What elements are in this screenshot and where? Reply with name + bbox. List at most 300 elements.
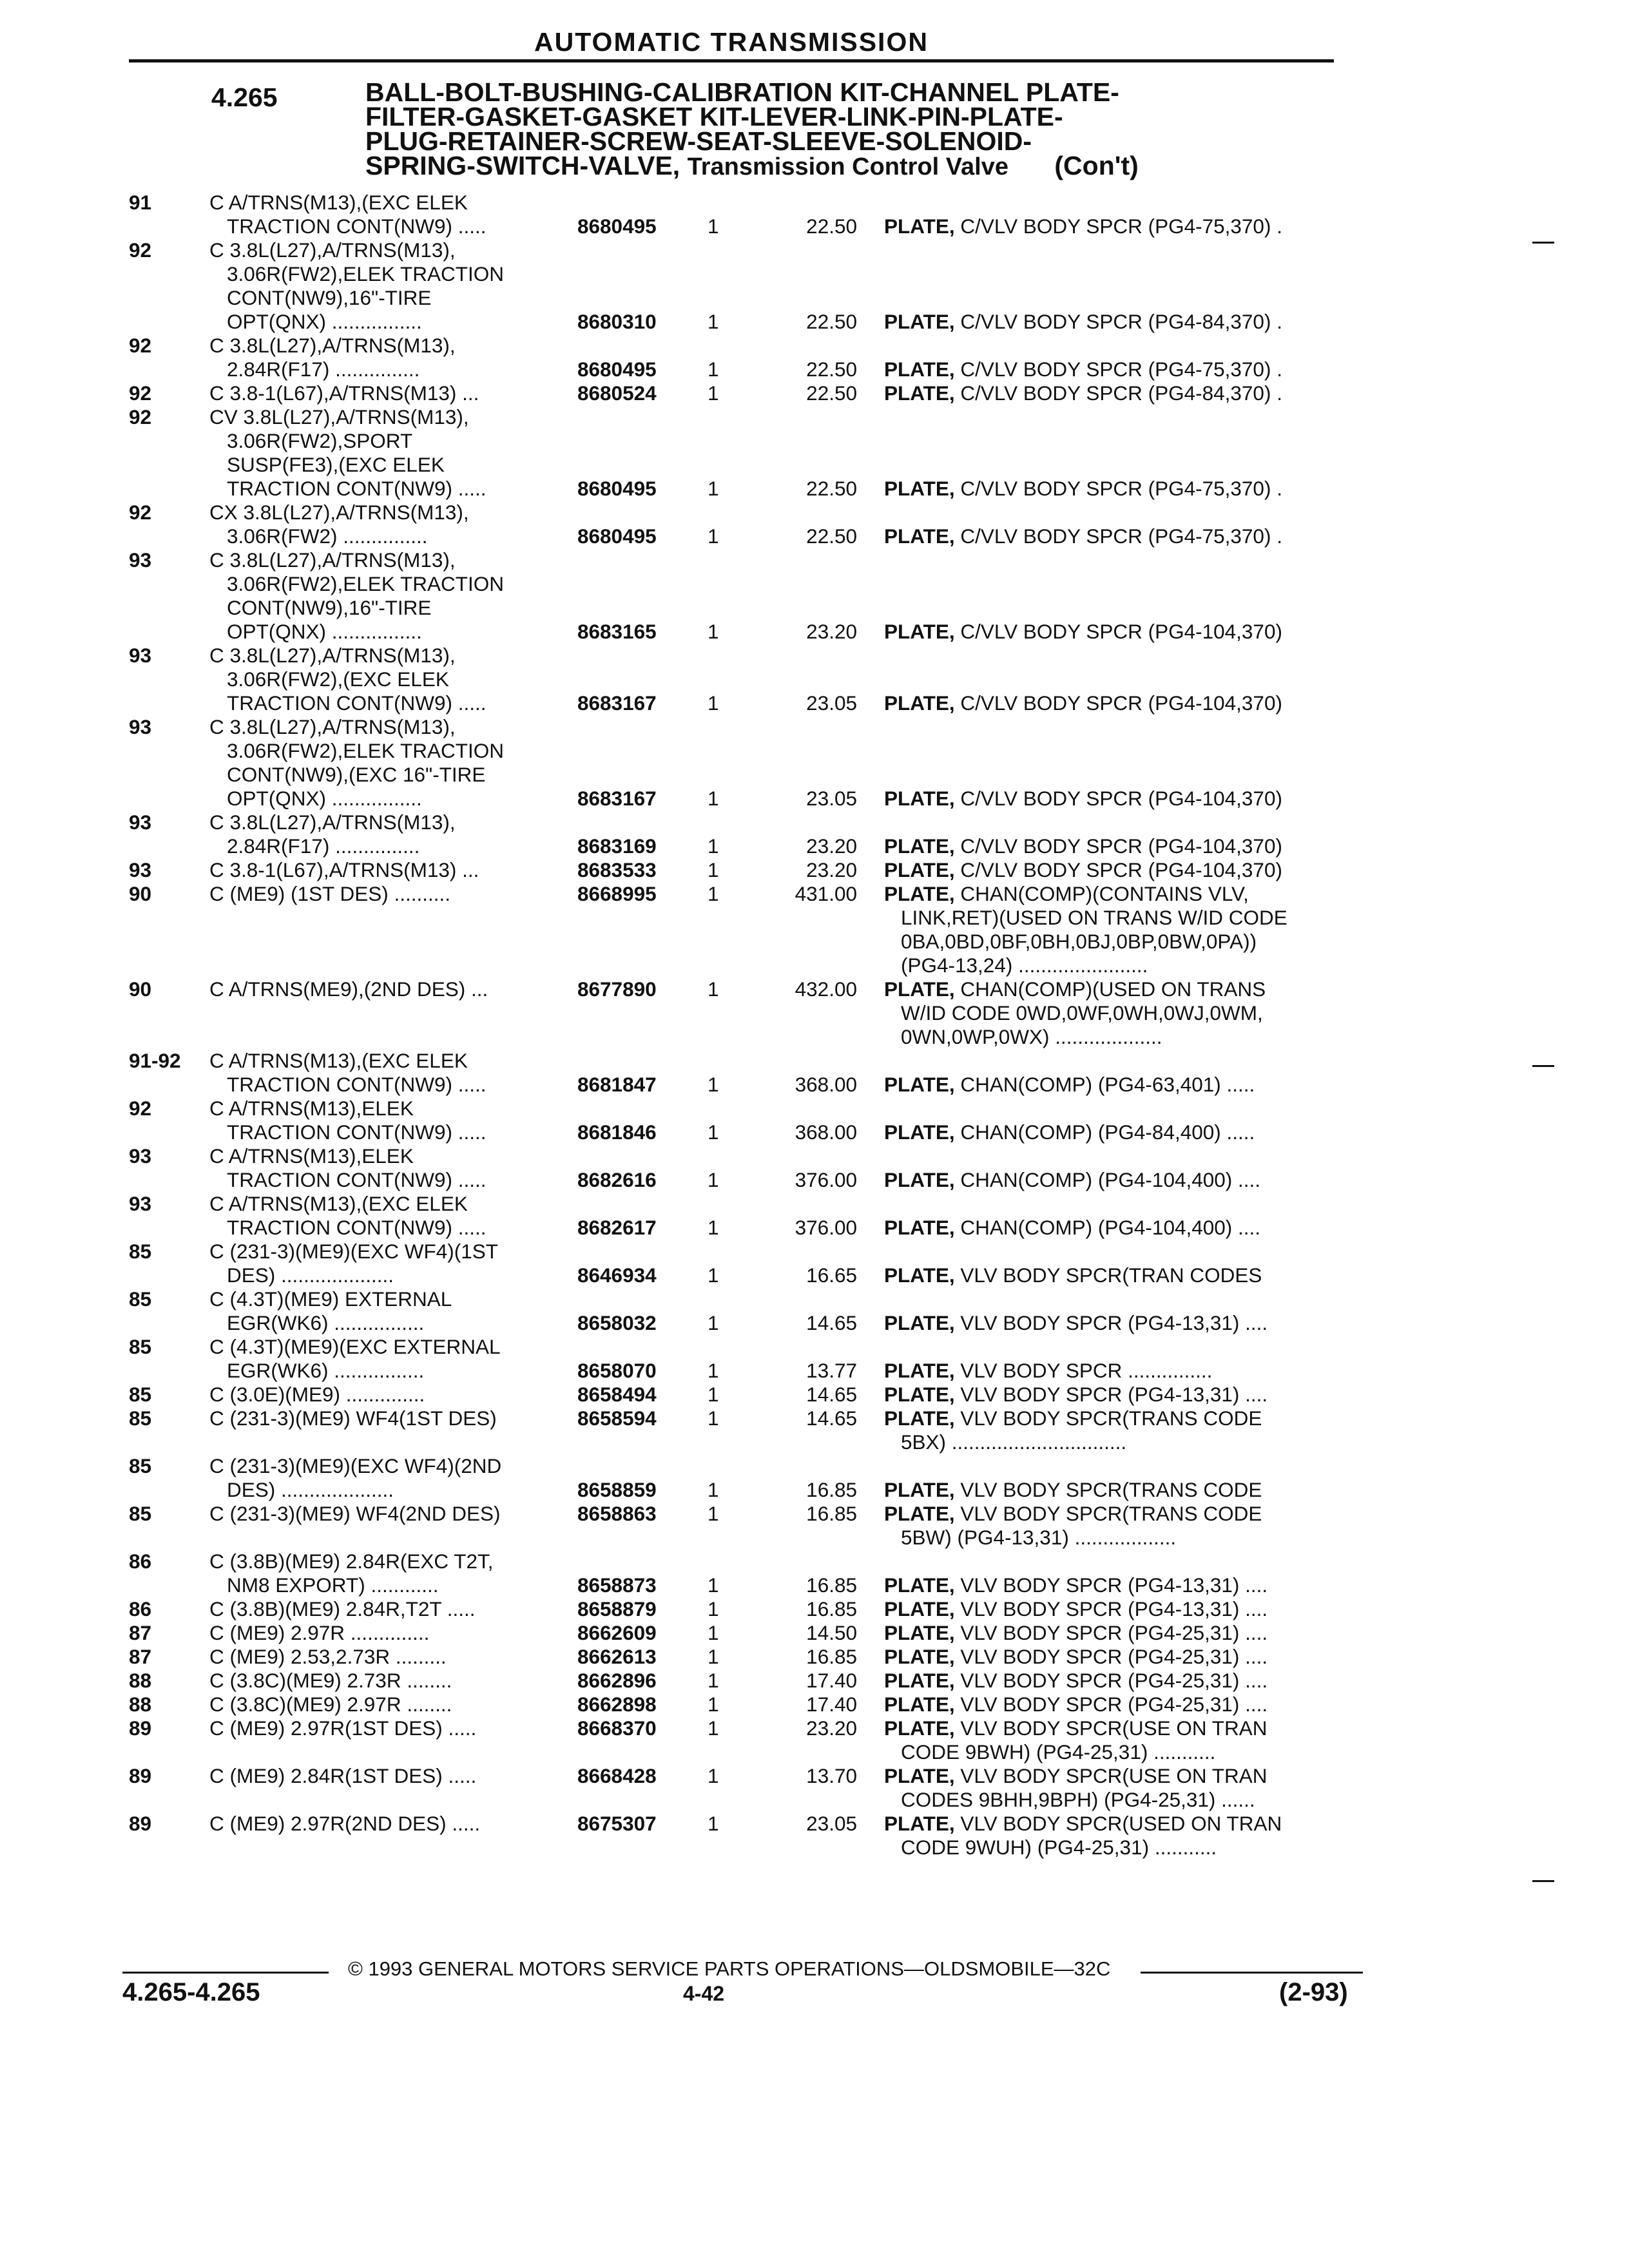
- row-line: [0, 1216, 1629, 1240]
- parts-row: [0, 858, 1629, 882]
- row-line: [0, 1287, 1629, 1311]
- row-line: [0, 334, 1629, 358]
- usage-description: 3.06R(FW2),ELEK TRACTION: [227, 262, 505, 285]
- row-line: [0, 739, 1629, 763]
- usage-description: C (231-3)(ME9)(EXC WF4)(1ST: [209, 1240, 499, 1263]
- usage-description: C (4.3T)(ME9)(EXC EXTERNAL: [209, 1335, 501, 1358]
- part-number: 8658863: [577, 1502, 657, 1525]
- usage-description: NM8 EXPORT) ............: [227, 1573, 439, 1597]
- usage-description: C A/TRNS(M13),ELEK: [209, 1097, 414, 1120]
- price: 17.40: [806, 1669, 857, 1692]
- price: 23.20: [806, 858, 857, 881]
- part-number: 8646934: [577, 1264, 657, 1287]
- part-name: PLATE, VLV BODY SPCR(TRAN CODES: [884, 1264, 1262, 1287]
- part-name: PLATE, VLV BODY SPCR (PG4-25,31) ....: [884, 1669, 1268, 1692]
- part-name: PLATE, VLV BODY SPCR (PG4-13,31) ....: [884, 1573, 1268, 1597]
- row-line: [0, 668, 1629, 691]
- parts-row: [0, 1097, 1629, 1144]
- price: 14.65: [806, 1407, 857, 1430]
- figure-number: 93: [129, 548, 152, 572]
- price: 431.00: [795, 882, 857, 905]
- price: 16.85: [806, 1502, 857, 1525]
- continued-label: (Con't): [1054, 151, 1139, 180]
- part-number: 8682616: [577, 1168, 657, 1191]
- section-title-line: BALL-BOLT-BUSHING-CALIBRATION KIT-CHANNEL PLATE-: [365, 77, 1119, 107]
- price: 16.85: [806, 1573, 857, 1597]
- usage-description: C (3.8C)(ME9) 2.73R ........: [209, 1669, 452, 1692]
- part-number: 8680495: [577, 477, 657, 500]
- part-name: PLATE, CHAN(COMP) (PG4-104,400) ....: [884, 1168, 1261, 1191]
- figure-number: 92: [129, 381, 152, 405]
- row-line: [0, 286, 1629, 310]
- figure-number: 85: [129, 1502, 152, 1525]
- quantity: 1: [708, 1120, 719, 1144]
- part-number: 8658032: [577, 1311, 657, 1334]
- part-name: PLATE, C/VLV BODY SPCR (PG4-104,370): [884, 620, 1282, 643]
- usage-description: C (ME9) 2.53,2.73R .........: [209, 1645, 447, 1668]
- figure-number: 85: [129, 1407, 152, 1430]
- usage-description: EGR(WK6) ................: [227, 1311, 425, 1334]
- figure-number: 87: [129, 1621, 152, 1644]
- part-name: CODES 9BHH,9BPH) (PG4-25,31) ......: [901, 1788, 1255, 1811]
- price: 23.20: [806, 620, 857, 643]
- figure-number: 91: [129, 191, 152, 214]
- section-title-line: PLUG-RETAINER-SCREW-SEAT-SLEEVE-SOLENOID-: [365, 126, 1032, 156]
- quantity: 1: [708, 358, 719, 381]
- usage-description: C 3.8L(L27),A/TRNS(M13),: [209, 238, 456, 262]
- price: 23.05: [806, 1812, 857, 1835]
- part-number: 8662609: [577, 1621, 657, 1644]
- usage-description: C A/TRNS(M13),(EXC ELEK: [209, 1049, 468, 1072]
- figure-number: 92: [129, 334, 152, 357]
- parts-row: [0, 1645, 1629, 1669]
- quantity: 1: [708, 977, 719, 1001]
- quantity: 1: [708, 1502, 719, 1525]
- section-subtitle: Transmission Control Valve: [687, 153, 1008, 180]
- figure-number: 87: [129, 1645, 152, 1668]
- usage-description: C (ME9) (1ST DES) ..........: [209, 882, 450, 905]
- usage-description: C 3.8L(L27),A/TRNS(M13),: [209, 548, 456, 572]
- row-line: [0, 1478, 1629, 1502]
- row-line: [0, 477, 1629, 501]
- part-name: PLATE, VLV BODY SPCR(USE ON TRAN: [884, 1764, 1268, 1787]
- row-line: [0, 858, 1629, 882]
- parts-row: [0, 1502, 1629, 1550]
- part-number: 8680524: [577, 381, 657, 405]
- usage-description: CONT(NW9),(EXC 16"-TIRE: [227, 763, 486, 786]
- row-line: [0, 1430, 1629, 1454]
- parts-row: [0, 882, 1629, 977]
- part-name: PLATE, CHAN(COMP) (PG4-104,400) ....: [884, 1216, 1261, 1239]
- row-line: [0, 834, 1629, 858]
- quantity: 1: [708, 620, 719, 643]
- usage-description: DES) ....................: [227, 1478, 394, 1501]
- part-name: PLATE, VLV BODY SPCR(TRANS CODE: [884, 1502, 1262, 1525]
- row-line: [0, 1025, 1629, 1049]
- row-line: [0, 1049, 1629, 1073]
- part-name: PLATE, CHAN(COMP) (PG4-63,401) .....: [884, 1073, 1255, 1096]
- parts-row: [0, 238, 1629, 334]
- row-line: [0, 1311, 1629, 1335]
- part-name: PLATE, VLV BODY SPCR (PG4-25,31) ....: [884, 1693, 1268, 1716]
- parts-row: [0, 1192, 1629, 1240]
- usage-description: C 3.8L(L27),A/TRNS(M13),: [209, 334, 456, 357]
- part-name: PLATE, C/VLV BODY SPCR (PG4-104,370): [884, 834, 1282, 858]
- figure-number: 93: [129, 715, 152, 738]
- usage-description: DES) ....................: [227, 1264, 394, 1287]
- quantity: 1: [708, 1597, 719, 1620]
- part-number: 8683533: [577, 858, 657, 881]
- part-name: PLATE, C/VLV BODY SPCR (PG4-84,370) .: [884, 310, 1282, 333]
- parts-row: [0, 811, 1629, 858]
- figure-number: 93: [129, 811, 152, 834]
- parts-row: [0, 334, 1629, 381]
- row-line: [0, 1597, 1629, 1621]
- parts-row: [0, 1287, 1629, 1335]
- figure-number: 90: [129, 977, 152, 1001]
- quantity: 1: [708, 787, 719, 810]
- part-name: PLATE, CHAN(COMP) (PG4-84,400) .....: [884, 1120, 1255, 1144]
- usage-description: TRACTION CONT(NW9) .....: [227, 1216, 487, 1239]
- row-line: [0, 620, 1629, 644]
- row-line: [0, 1693, 1629, 1716]
- part-name: 5BW) (PG4-13,31) ..................: [901, 1526, 1177, 1549]
- part-number: 8658494: [577, 1383, 657, 1406]
- price: 22.50: [806, 477, 857, 500]
- parts-row: [0, 1597, 1629, 1621]
- figure-number: 92: [129, 238, 152, 262]
- parts-row: [0, 715, 1629, 811]
- price: 14.50: [806, 1621, 857, 1644]
- quantity: 1: [708, 691, 719, 715]
- usage-description: C (ME9) 2.84R(1ST DES) .....: [209, 1764, 477, 1787]
- parts-row: [0, 1812, 1629, 1860]
- figure-number: 92: [129, 405, 152, 428]
- usage-description: TRACTION CONT(NW9) .....: [227, 1168, 487, 1191]
- row-line: [0, 1168, 1629, 1192]
- part-number: 8658594: [577, 1407, 657, 1430]
- usage-description: TRACTION CONT(NW9) .....: [227, 1073, 487, 1096]
- footer-section-range: 4.265-4.265: [122, 1978, 260, 2006]
- row-line: [0, 1264, 1629, 1287]
- price: 22.50: [806, 358, 857, 381]
- row-line: [0, 1669, 1629, 1693]
- price: 23.20: [806, 834, 857, 858]
- part-name: PLATE, C/VLV BODY SPCR (PG4-104,370): [884, 858, 1282, 881]
- usage-description: C (231-3)(ME9) WF4(1ST DES): [209, 1407, 497, 1430]
- price: 16.65: [806, 1264, 857, 1287]
- section-title-last: SPRING-SWITCH-VALVE,: [365, 151, 680, 180]
- usage-description: CX 3.8L(L27),A/TRNS(M13),: [209, 501, 469, 524]
- section-number: 4.265: [211, 82, 278, 112]
- figure-number: 86: [129, 1597, 152, 1620]
- row-line: [0, 1836, 1629, 1860]
- figure-number: 93: [129, 644, 152, 667]
- price: 432.00: [795, 977, 857, 1001]
- parts-row: [0, 1550, 1629, 1597]
- parts-row: [0, 1240, 1629, 1287]
- page-header-title: AUTOMATIC TRANSMISSION: [534, 27, 929, 57]
- usage-description: OPT(QNX) ................: [227, 620, 422, 643]
- parts-list: [0, 191, 1629, 1860]
- price: 13.77: [806, 1359, 857, 1382]
- figure-number: 88: [129, 1693, 152, 1716]
- quantity: 1: [708, 1573, 719, 1597]
- usage-description: 3.06R(FW2),SPORT: [227, 429, 413, 452]
- margin-mark: [1532, 242, 1554, 244]
- price: 13.70: [806, 1764, 857, 1787]
- section-title-line: [365, 153, 1280, 179]
- row-line: [0, 405, 1629, 429]
- row-line: [0, 1764, 1629, 1788]
- usage-description: TRACTION CONT(NW9) .....: [227, 215, 487, 238]
- figure-number: 93: [129, 1144, 152, 1168]
- quantity: 1: [708, 1478, 719, 1501]
- usage-description: CONT(NW9),16"-TIRE: [227, 286, 432, 309]
- price: 23.05: [806, 691, 857, 715]
- quantity: 1: [708, 858, 719, 881]
- parts-row: [0, 1049, 1629, 1097]
- usage-description: TRACTION CONT(NW9) .....: [227, 477, 487, 500]
- row-line: [0, 1383, 1629, 1407]
- row-line: [0, 787, 1629, 811]
- usage-description: EGR(WK6) ................: [227, 1359, 425, 1382]
- quantity: 1: [708, 477, 719, 500]
- parts-row: [0, 381, 1629, 405]
- quantity: 1: [708, 1168, 719, 1191]
- part-name: PLATE, C/VLV BODY SPCR (PG4-75,370) .: [884, 477, 1282, 500]
- parts-row: [0, 1669, 1629, 1693]
- usage-description: 2.84R(F17) ...............: [227, 358, 420, 381]
- part-number: 8668370: [577, 1716, 657, 1740]
- part-name: PLATE, VLV BODY SPCR (PG4-25,31) ....: [884, 1645, 1268, 1668]
- part-number: 8662613: [577, 1645, 657, 1668]
- row-line: [0, 811, 1629, 834]
- parts-row: [0, 644, 1629, 715]
- part-number: 8675307: [577, 1812, 657, 1835]
- parts-row: [0, 405, 1629, 501]
- row-line: [0, 1502, 1629, 1526]
- price: 376.00: [795, 1216, 857, 1239]
- quantity: 1: [708, 1645, 719, 1668]
- price: 368.00: [795, 1120, 857, 1144]
- part-number: 8681846: [577, 1120, 657, 1144]
- parts-row: [0, 191, 1629, 238]
- figure-number: 88: [129, 1669, 152, 1692]
- part-name: PLATE, VLV BODY SPCR (PG4-13,31) ....: [884, 1383, 1268, 1406]
- row-line: [0, 358, 1629, 381]
- part-name: W/ID CODE 0WD,0WF,0WH,0WJ,0WM,: [901, 1001, 1263, 1024]
- part-number: 8658879: [577, 1597, 657, 1620]
- row-line: [0, 191, 1629, 215]
- quantity: 1: [708, 381, 719, 405]
- row-line: [0, 1645, 1629, 1669]
- quantity: 1: [708, 524, 719, 548]
- quantity: 1: [708, 1693, 719, 1716]
- usage-description: CV 3.8L(L27),A/TRNS(M13),: [209, 405, 469, 428]
- part-name: PLATE, VLV BODY SPCR ...............: [884, 1359, 1213, 1382]
- row-line: [0, 1716, 1629, 1740]
- row-line: [0, 524, 1629, 548]
- price: 22.50: [806, 215, 857, 238]
- price: 22.50: [806, 524, 857, 548]
- row-line: [0, 1407, 1629, 1430]
- section-title: [365, 77, 1280, 180]
- parts-row: [0, 1144, 1629, 1192]
- parts-row: [0, 1764, 1629, 1812]
- footer-page-number: 4-42: [683, 1982, 725, 2005]
- part-name: PLATE, VLV BODY SPCR(TRANS CODE: [884, 1478, 1262, 1501]
- row-line: [0, 1526, 1629, 1550]
- part-name: 0BA,0BD,0BF,0BH,0BJ,0BP,0BW,0PA)): [901, 930, 1257, 953]
- row-line: [0, 763, 1629, 787]
- row-line: [0, 262, 1629, 286]
- quantity: 1: [708, 882, 719, 905]
- row-line: [0, 1550, 1629, 1573]
- figure-number: 89: [129, 1812, 152, 1835]
- part-name: PLATE, VLV BODY SPCR (PG4-13,31) ....: [884, 1311, 1268, 1334]
- price: 16.85: [806, 1478, 857, 1501]
- figure-number: 85: [129, 1240, 152, 1263]
- figure-number: 85: [129, 1335, 152, 1358]
- row-line: [0, 1621, 1629, 1645]
- part-number: 8662896: [577, 1669, 657, 1692]
- margin-mark: [1532, 1880, 1554, 1882]
- quantity: 1: [708, 215, 719, 238]
- usage-description: CONT(NW9),16"-TIRE: [227, 596, 432, 619]
- usage-description: C (231-3)(ME9)(EXC WF4)(2ND: [209, 1454, 502, 1477]
- row-line: [0, 882, 1629, 906]
- parts-row: [0, 1693, 1629, 1716]
- price: 22.50: [806, 310, 857, 333]
- usage-description: 3.06R(FW2),(EXC ELEK: [227, 668, 449, 691]
- quantity: 1: [708, 1311, 719, 1334]
- part-name: PLATE, C/VLV BODY SPCR (PG4-75,370) .: [884, 215, 1282, 238]
- row-line: [0, 644, 1629, 668]
- price: 22.50: [806, 381, 857, 405]
- part-number: 8680495: [577, 215, 657, 238]
- row-line: [0, 596, 1629, 620]
- quantity: 1: [708, 1716, 719, 1740]
- row-line: [0, 930, 1629, 954]
- parts-row: [0, 1407, 1629, 1454]
- footer-rule-left: [122, 1972, 329, 1974]
- figure-number: 89: [129, 1764, 152, 1787]
- figure-number: 92: [129, 501, 152, 524]
- parts-row: [0, 501, 1629, 548]
- price: 368.00: [795, 1073, 857, 1096]
- figure-number: 93: [129, 1192, 152, 1215]
- usage-description: C A/TRNS(M13),(EXC ELEK: [209, 1192, 468, 1215]
- quantity: 1: [708, 1764, 719, 1787]
- usage-description: C 3.8L(L27),A/TRNS(M13),: [209, 811, 456, 834]
- part-name: 0WN,0WP,0WX) ...................: [901, 1025, 1162, 1048]
- price: 14.65: [806, 1383, 857, 1406]
- row-line: [0, 1144, 1629, 1168]
- usage-description: OPT(QNX) ................: [227, 310, 422, 333]
- price: 376.00: [795, 1168, 857, 1191]
- row-line: [0, 1359, 1629, 1383]
- quantity: 1: [708, 1621, 719, 1644]
- parts-row: [0, 1454, 1629, 1502]
- quantity: 1: [708, 1216, 719, 1239]
- part-name: PLATE, VLV BODY SPCR(USE ON TRAN: [884, 1716, 1268, 1740]
- usage-description: C 3.8-1(L67),A/TRNS(M13) ...: [209, 381, 479, 405]
- part-number: 8658873: [577, 1573, 657, 1597]
- figure-number: 92: [129, 1097, 152, 1120]
- figure-number: 91-92: [129, 1049, 181, 1072]
- footer-rule-right: [1141, 1972, 1363, 1974]
- row-line: [0, 548, 1629, 572]
- part-number: 8683167: [577, 787, 657, 810]
- part-number: 8658070: [577, 1359, 657, 1382]
- part-number: 8662898: [577, 1693, 657, 1716]
- part-name: PLATE, VLV BODY SPCR(USED ON TRAN: [884, 1812, 1282, 1835]
- row-line: [0, 1192, 1629, 1216]
- footer-date-code: (2-93): [1279, 1978, 1348, 2006]
- usage-description: C A/TRNS(M13),(EXC ELEK: [209, 191, 468, 214]
- usage-description: OPT(QNX) ................: [227, 787, 422, 810]
- part-number: 8683165: [577, 620, 657, 643]
- row-line: [0, 715, 1629, 739]
- part-name: PLATE, C/VLV BODY SPCR (PG4-75,370) .: [884, 358, 1282, 381]
- usage-description: C (4.3T)(ME9) EXTERNAL: [209, 1287, 452, 1311]
- price: 23.20: [806, 1716, 857, 1740]
- part-name: 5BX) ...............................: [901, 1430, 1127, 1454]
- price: 16.85: [806, 1597, 857, 1620]
- usage-description: 3.06R(FW2),ELEK TRACTION: [227, 572, 505, 595]
- row-line: [0, 1812, 1629, 1836]
- figure-number: 85: [129, 1383, 152, 1406]
- figure-number: 85: [129, 1287, 152, 1311]
- row-line: [0, 381, 1629, 405]
- part-number: 8668428: [577, 1764, 657, 1787]
- row-line: [0, 429, 1629, 453]
- row-line: [0, 501, 1629, 524]
- usage-description: 3.06R(FW2) ...............: [227, 524, 428, 548]
- row-line: [0, 215, 1629, 238]
- row-line: [0, 1240, 1629, 1264]
- part-name: PLATE, C/VLV BODY SPCR (PG4-75,370) .: [884, 524, 1282, 548]
- row-line: [0, 1573, 1629, 1597]
- part-number: 8658859: [577, 1478, 657, 1501]
- row-line: [0, 1001, 1629, 1025]
- part-number: 8668995: [577, 882, 657, 905]
- margin-mark: [1532, 1065, 1554, 1067]
- price: 16.85: [806, 1645, 857, 1668]
- usage-description: TRACTION CONT(NW9) .....: [227, 691, 487, 715]
- parts-row: [0, 1716, 1629, 1764]
- usage-description: C A/TRNS(M13),ELEK: [209, 1144, 414, 1168]
- row-line: [0, 310, 1629, 334]
- usage-description: C (231-3)(ME9) WF4(2ND DES): [209, 1502, 501, 1525]
- quantity: 1: [708, 1407, 719, 1430]
- usage-description: 3.06R(FW2),ELEK TRACTION: [227, 739, 505, 762]
- row-line: [0, 1120, 1629, 1144]
- part-number: 8680495: [577, 524, 657, 548]
- usage-description: C 3.8L(L27),A/TRNS(M13),: [209, 644, 456, 667]
- row-line: [0, 453, 1629, 477]
- usage-description: C (3.8B)(ME9) 2.84R(EXC T2T,: [209, 1550, 494, 1573]
- quantity: 1: [708, 1073, 719, 1096]
- usage-description: TRACTION CONT(NW9) .....: [227, 1120, 487, 1144]
- parts-row: [0, 1335, 1629, 1383]
- usage-description: C (ME9) 2.97R(1ST DES) .....: [209, 1716, 477, 1740]
- row-line: [0, 572, 1629, 596]
- row-line: [0, 906, 1629, 930]
- row-line: [0, 1788, 1629, 1812]
- part-number: 8680495: [577, 358, 657, 381]
